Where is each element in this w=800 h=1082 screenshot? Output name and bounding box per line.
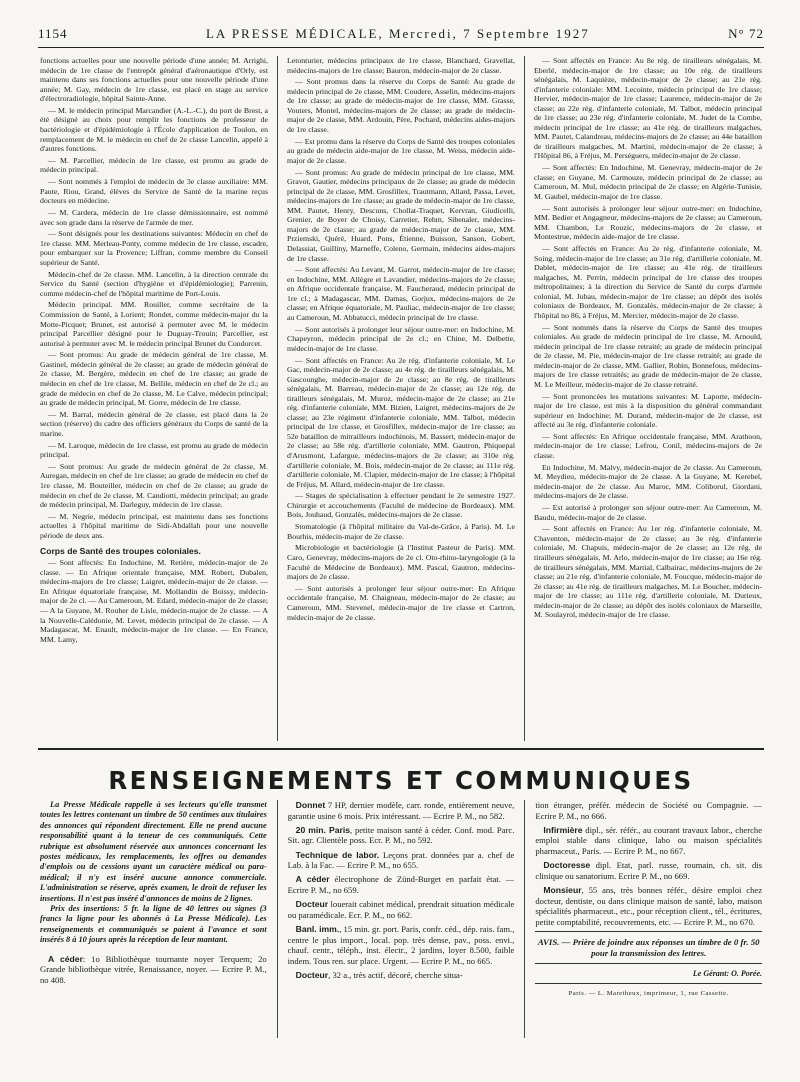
ad-text: louerait cabinet médical, prendrait situation médicale ou paramédicale. Ecr. P. M., no 662.	[287, 899, 515, 920]
classified-ad	[288, 970, 515, 981]
column-divider	[277, 800, 278, 1038]
ad-lead: Donnet	[295, 800, 326, 810]
classified-ad	[535, 825, 762, 857]
article-paragraph: — M. Parcellier, médecin de 1re classe, est promu au grade de médecin principal.	[40, 155, 268, 175]
page-header	[38, 26, 764, 42]
avis-notice: AVIS. — Prière de joindre aux réponses un timbre de 0 fr. 50 pour la transmission des lettres.	[537, 937, 760, 958]
ads-column-3	[535, 800, 762, 1038]
article-paragraph: Microbiologie et bactériologie (à l'Institut Pasteur de Paris). MM. Caro, Genevray, médecins-majors de 2e cl. Oto-rhino-laryngologie (à la Faculté de Médecine de Bordeaux). MM. Pascal, Gautron, médecins-majors de 2e classe.	[287, 543, 515, 582]
ad-text: Leçons prat. données par a. chef de Lab. à la Fac. — Ecrire P. M., no 655.	[287, 849, 515, 871]
article-paragraph: — M. Cardera, médecin de 1re classe démissionnaire, est nommé avec son grade dans la réserve de l'armée de mer.	[40, 207, 268, 227]
ad-text: , petite maison santé à céder. Conf. mod. Parc. Sit. agr. Clientèle poss. Ecr. P. M., no 592.	[287, 824, 515, 846]
article-paragraph: fonctions actuelles pour une nouvelle période d'une année; M. Arrighi, médecin de 1re classe de l'entrepôt général d'aéronautique d'Orly, est maintenu dans ses fonctions actuelles pour une nouvelle période d'une année; M. Gay, médecin de 1re classe, est placé en stage au service d'électroradiologie, hôpital Sainte-Anne.	[40, 56, 268, 104]
ads-column-2	[288, 800, 515, 1038]
article-paragraph: — Sont affectés: En Indochine, M. Retière, médecin-major de 2e classe. — En Afrique orientale française, MM. Robert, Dubalen, médecins-majors de 1re classe; Laigret, médecin-major de 2e classe. — En Afrique équatoriale française, M. Mollandin de Boissy, médecin-major de 2e cl. — Au Cameroun, M. Edard, médecin-major de 2e classe; — A la Guyane, M. Rouher de Lisle, médecin-major de 2e classe. — A la Nouvelle-Calédonie, M. Levet, médecin principal de 2e classe. — A Madagascar, M. Enault, médecin-major de 1re classe. — En France, MM. Lamy,	[40, 558, 268, 644]
classified-ad	[288, 825, 515, 846]
ads-notice	[40, 800, 267, 946]
column-divider	[524, 800, 525, 1038]
article-paragraph: Letonturier, médecins principaux de 1re classe, Blanchard, Gravellat, médecins-majors de 1re classe; Bauron, médecin-major de 2e classe.	[287, 56, 515, 75]
article-paragraph: — Sont nommés à l'emploi de médecin de 3e classe auxiliaire: MM. Paute, Riou, Grand, élèves du Service de Santé de la marine reçus docteurs en médecine.	[40, 177, 268, 206]
classified-ad	[40, 954, 267, 986]
ad-lead: Banl. imm.	[295, 923, 340, 934]
divider	[535, 983, 762, 984]
article-paragraph: — Sont promus: Au grade de médecin général de 1re classe, M. Gastinel, médecin général de 2e classe; au grade de médecin général de 2e classe, M. Bergère, médecin en chef de 1re classe; au grade de médecin en chef de 1re classe, M. Bellile, médecin en chef de 2e cl.; au grade de médecin en chef de 2e classe, M. Le Calve, médecin principal; au grade de médecin principal, M. Gorre, médecin de 1re classe.	[40, 350, 268, 408]
article-paragraph: Médecin principal. MM. Rouiller, comme secrétaire de la Commission de Santé, à Lorient; Rondet, comme médecin-major du la Motte-Picquet; Brunet, est autorisé à permuter avec M. le médecin principal Parcellier désigné pour le Duguay-Trouin; Parcellier, est autorisé à permuter avec M. le médecin principal Brunet du Condorcet.	[40, 300, 268, 348]
article-paragraph: — Sont prononcées les mutations suivantes: M. Laporte, médecin-major de 1re classe, est mis à la disposition du général commandant supérieur en Indochine; M. Durand, médecin-major de 2e classe, est affecté au 3e rég. d'infanterie coloniale.	[534, 391, 762, 430]
classified-ad	[288, 899, 515, 920]
article-paragraph: — Stages de spécialisation à effectuer pendant le 2e semestre 1927. Chirurgie et accouchements (Faculté de médecine de Bordeaux). MM. Bois, Jouhaud, Gonzalès, médecins-majors de 2e classe.	[287, 491, 515, 520]
article-paragraph: En Indochine, M. Malvy, médecin-major de 2e classe. Au Cameroun, M. Meydieu, médecin-major de 2e classe. A la Guyane, M. Kerebel, médecin-major de 2e classe. Au Maroc, MM. Coliborul, Giordani, médecins-majors de 2e classe.	[534, 462, 762, 501]
article-paragraph: — Sont affectés en France: Au 8e rég. de tirailleurs sénégalais, M. Eberlé, médecin-major de 1re classe; au 10e rég. de tirailleurs sénégalais, M. Laquièze, médecin-major de 2e classe; au 21e rég. d'infanterie coloniale: MM. Lecointe, médecin principal de 1re classe; Hervier, médecin-major de 1re classe; Laurence, médecin-major de 2e classe; au 22e rég. d'infanterie coloniale, M. Talbot, médecin principal de 1re classe; au 23e rég. d'infanterie coloniale, M. Judet de la Combe, médecin principal de 1re classe; au 41e rég. de tirailleurs malgaches, MM. Pautet, Calandreau, médecins-majors de 2e classe; au 44e bataillon de tirailleurs malgaches, M. Martini, médecin-major de 2e classe; à l'Hôpital 86, à Fréjus, M. Perséguers, médecin-major de 2e classe.	[534, 56, 762, 161]
gerant-signature: Le Gérant: O. Porée.	[692, 968, 763, 978]
article-paragraph: — Est promu dans la réserve du Corps de Santé des troupes coloniales au grade de médecin aide-major de 1re classe, M. Weiss, médecin aide-major de 2e classe.	[287, 136, 515, 165]
article-paragraph: — Sont désignés pour les destinations suivantes: Médecin en chef de 1re classe. MM. Merleau-Ponty, comme médecin de 1re classe, escadre, pour embarquer sur la Provence; Liffran, comme membre du Conseil supérieur de Santé.	[40, 229, 268, 267]
article-paragraph: — Sont autorisés à prolonger leur séjour outre-mer: en Indochine, M. Chapeyron, médecin principal de 2e cl.; en Chine, M. Delbette, médecin-major de 1re classe.	[287, 324, 515, 353]
ads-column-1	[40, 800, 267, 1038]
article-paragraph: — Sont promus: Au grade de médecin général de 2e classe, M. Auregan, médecin en chef de 1re classe; au grade de médecin en chef de 1re classe, M. Bouteiller, médecin en chef de 2e classe; au grade de médecin en chef de 2e classe, M. Candiotti, médecin principal; au grade de médecin principal, M. Darleguy, médecin de 1re classe.	[40, 461, 268, 510]
section-banner: RENSEIGNEMENTS ET COMMUNIQUES	[108, 766, 694, 795]
divider	[535, 931, 762, 932]
article-paragraph: — Sont autorisés à prolonger leur séjour outre-mer: en Indochine, MM. Bedier et Angagneur, médecins-majors de 2e classe; au Cameroun, MM. Chambon, Le Rouzic, médecins-majors de 2e classe, et Montestrue, médecin aide-major de 1re classe.	[534, 203, 762, 242]
article-paragraph: — Sont affectés en France: Au 2e rég. d'infanterie coloniale, M. Le Gac, médecin-major de 2e classe; au 4e rég. de tirailleurs sénégalais, M. Gascounghe, médecin-major de 2e classe; au 8e rég. de tirailleurs sénégalais, M. Barreau, médecin-major de 2e classe; au 12e rég. de tirailleurs sénégalais, M. Muroz, médecin-major de 2e classe; au 21e rég. d'infanterie coloniale, MM. Bizien, Laigret, médecins-majors de 2e classe; au 23e régiment d'infanterie coloniale, MM. Talbot, médecin principal de 1re classe, et Grosfillex, médecin-major de 1re classe; au 52e bataillon de mitrailleurs indochinois, M. Bassert, médecin-major de 2e classe; au 58e rég. d'artillerie coloniale, MM. Gautron, Phiquepal d'Arusmont, Lafargue, médecins-majors de 2e classe; au 310e rég. d'artillerie coloniale, M. Bois, médecin-major de 2e classe; au 111e rég. d'artillerie coloniale, M. Clapier, médecin-major de 1re classe; à l'hôpital de Fréjus, M. Allard, médecin-major de 1re classe.	[287, 355, 515, 489]
ad-text: dipl., sér. référ., au courant travaux labor., cherche emploi stable dans clinique, labo ou maison spécialités pharmaceut., Paris. — Ecrire P. M., no 667.	[535, 824, 763, 856]
column-divider	[277, 56, 278, 741]
section-rule	[38, 748, 764, 750]
divider	[535, 963, 762, 964]
ad-text: dipl. Etat, parl. russe, roumain, ch. sit. dis clinique ou sanatorium. Ecrire P. M., no 669.	[535, 860, 763, 881]
classified-ad	[288, 924, 515, 966]
ad-lead: Docteur	[295, 969, 329, 980]
printer-line: Paris. — L. Maretheux, imprimeur, 1, rue Cassette.	[568, 990, 729, 998]
classified-ad	[288, 850, 515, 871]
classified-ad	[288, 874, 515, 895]
ad-text: , 55 ans, très bonnes référ., désire emploi chez docteur, dentiste, ou dans clinique maison de santé, labo, maison spécialités pharmaceut., etc., pour réception client., tél., écritures, petite comptabilité, recouvrements, etc. — Ecrire P. M., no 670.	[535, 884, 763, 927]
article-paragraph: — Sont autorisés à prolonger leur séjour outre-mer: En Afrique occidentale française, M. Chaigneau, médecin-major de 2e classe; au Cameroun, MM. Stevenel, médecin-major de 1re classe et Cartron, médecin-major de 2e classe.	[287, 583, 515, 622]
ad-lead: 20 min. Paris	[295, 824, 350, 835]
notice-paragraph: Prix des insertions: 5 fr. la ligne de 40 lettres ou signes (3 francs la ligne pour les abonnés à La Presse Médicale). Les renseignements et communiqués se paient à l'avance et sont insérés 8 à 10 jours après la réception de leur mantant.	[40, 904, 267, 945]
ad-text: tion étranger, préfér. médecin de Société ou Compagnie. — Ecrire P. M., no 666.	[535, 800, 763, 821]
article-paragraph: — M. le médecin principal Marcandier (A.-L.-C.), du port de Brest, a été désigné au choix pour remplir les fonctions de professeur de bactériologie et d'épidémiologie à l'École d'application de Toulon, en remplacement de M. le médecin en chef de 2e classe Lancelin, appelé à d'autres fonctions.	[40, 105, 268, 154]
article-paragraph: — M. Barral, médecin général de 2e classe, est placé dans la 2e section (réserve) du cadre des officiers généraux du Corps de santé de la marine.	[40, 409, 268, 438]
page-number: 1154	[38, 26, 68, 41]
article-paragraph: Stomatologie (à l'hôpital militaire du Val-de-Grâce, à Paris). M. Le Bourhis, médecin-major de 2e classe.	[287, 522, 515, 541]
ad-text: 7 HP, dernier modèle, carr. ronde, entièrement neuve, garantie usine 6 mois. Prix intéressant. — Ecrire P. M., no 582.	[287, 800, 515, 821]
article-paragraph: — Sont nommés dans la réserve du Corps de Santé des troupes coloniales. Au grade de médecin principal de 1re classe, M. Arnould, médecin principal de 1re classe retraité; au grade de médecin principal de 2e classe, M. Pie, médecin-major de 1re classe retraité; au grade de médecin-major de 2e classe, MM. Gallier, Robin, Bonnefous, médecins-majors de 1re classe retraités; au grade de médecin-major de 2e classe, M. Le Meilleur, médecin-major de 2e classe retraité.	[534, 322, 762, 389]
article-paragraph: — Sont affectés en France: Au 1er rég. d'infanterie coloniale, M. Chaventon, médecin-major de 2e classe; au 3e rég. d'infanterie coloniale, M. Chapuis, médecin-major de 2e classe; au 12e rég. de tirailleurs sénégalais, M. Arlo, médecin-major de 1re classe; au 16e rég. de tirailleurs sénégalais, MM. Martial, Calbairac, médecins-majors de 2e classe; au 21e rég. d'infanterie coloniale, M. Foucque, médecin-major de 2e classe; au 41e rég. de tirailleurs malgaches, M. Le Boucher, médecin-major de 1re classe; au 111e rég. d'artillerie coloniale, M. Durieux, médecin-major de 2e classe; au dépôt des isolés coloniaux de Marseille, M. Soulayrol, médecin-major de 1re classe.	[534, 524, 762, 620]
ad-text: , 15 min. gr. port. Paris, confr. céd., dép. rais. fam., centre le plus import., local. pop. très dense, pav., poss. envi., chauf. centr., téléph., inst. électr., 2 jardins, loyer 8.500, faible indem. Tous ren. sur place. Urgent. — Ecrire P. M., no 665.	[287, 923, 515, 966]
classified-ad	[535, 885, 762, 927]
article-paragraph: Médecin-chef de 2e classe. MM. Lancelin, à la direction centrale du Service du Santé (section d'hygiène et d'épidémiologie); Parrenin, comme médecin-chef de l'hôpital maritime de Port-Louis.	[40, 269, 268, 298]
ad-lead: Monsieur	[543, 884, 582, 895]
ad-lead: Infirmière	[543, 824, 583, 835]
classified-ads	[40, 800, 762, 1038]
section-heading: Corps de Santé des troupes coloniales.	[40, 545, 201, 556]
ad-text: électrophone de Zünd-Burget en parfait état. — Ecrire P. M., no 659.	[287, 874, 515, 895]
article-column-2	[287, 56, 515, 741]
classified-ad	[535, 860, 762, 881]
column-divider	[524, 56, 525, 741]
article-paragraph: — Sont affectés: Au Levant, M. Garrot, médecin-major de 1re classe; en Indochine, MM. Allègre et Lavandier, médecins-majors de 2e classe; en Afrique occidentale française, M. Faucheraud, médecin principal de 1re cl.; à Madagascar, MM. Damas, Gorjux, médecins-majors de 2e classe; en Afrique équatoriale, M. Pauliac, médecin-major de 1re classe; au Cameroun, M. Abbatucci, médecin principal de 1re classe.	[287, 265, 515, 322]
article-paragraph: — Sont affectés en France: Au 2e rég. d'infanterie coloniale, M. Soing, médecin-major de 1re classe; au 31e rég. d'artillerie coloniale, M. Dablet, médecin-major de 1re classe; au 41e rég. de tirailleurs malgaches, M. Perrin, médecin principal de 1re classe des troupes métropolitaines; à la direction du Service de Santé du corps d'armée colonial, M. Jubau, médecin-major de 1re classe; au dépôt des isolés coloniaux de Bordeaux, M. Gonzalès, médecin-major de 2e classe; à l'hôpital no 86, à Fréjus, M. Mercier, médecin-major de 2e classe.	[534, 243, 762, 320]
issue-number: N° 72	[728, 26, 764, 41]
ad-lead: A céder	[48, 953, 83, 964]
article-paragraph: — Sont affectés: En Afrique occidentale française, MM. Arathoon, médecin-major de 1re classe; Lefrou, Conil, médecins-majors de 2e classe.	[534, 431, 762, 460]
classified-ad	[535, 800, 762, 821]
ad-lead: A céder	[295, 874, 330, 885]
article-columns	[40, 56, 762, 741]
article-paragraph: — M. Negrie, médecin principal, est maintenu dans ses fonctions actuelles à l'hôpital maritime de Sidi-Abdallah pour une nouvelle période de deux ans.	[40, 511, 268, 540]
ad-lead: Doctoresse	[543, 860, 591, 871]
article-column-1	[40, 56, 268, 741]
article-paragraph: — M. Laroque, médecin de 1re classe, est promu au grade de médecin principal.	[40, 440, 268, 460]
ad-text: : 1o Bibliothèque tournante noyer Terquem; 2o Grande bibliothèque vitrée, Renaissance, noyer. — Ecrire P. M., no 408.	[40, 953, 267, 985]
header-rule	[38, 47, 764, 48]
publication-title: LA PRESSE MÉDICALE, Mercredi, 7 Septembre 1927	[205, 26, 590, 41]
classified-ad	[288, 800, 515, 821]
article-paragraph: — Sont affectés: En Indochine, M. Genevray, médecin-major de 2e classe; en Guyane, M. Carmouze, médecin principal de 2e classe; au Cameroun, M. Mul, médecin principal de 2e classe; en Algérie-Tunisie, M. Gaubel, médecin-major de 1re classe.	[534, 163, 762, 201]
article-paragraph: — Sont promus: Au grade de médecin principal de 1re classe, MM. Gravot, Gautier, médecins principaux de 2e classe; au grade de médecin principal de 2e classe, MM. Grosfillex, Trautmann, Allard, Passa, Levet, médecins-majors de 1re classe; au grade de médecin-major de 1re classe, MM. Pautet, Henry, Descuns, Chollat-Traquet, Kervran, Giudicelli, Grenier, de Boyer de Choisy, Carretier, Rehm, Sibenaler, médecins-majors de 2e classe; au grade de médecin-major de 2e classe, MM. Prziemski, Quéré, Huard, Pons, Étienne, Buisson, Sanson, Gobert, Delassiat, Guilliny, Marneffe, Coleno, Germain, médecins aides-majors de 1re classe.	[287, 167, 515, 263]
ad-lead: Technique de labor.	[295, 849, 380, 860]
article-paragraph: — Sont promus dans la réserve du Corps de Santé: Au grade de médecin principal de 2e classe, MM. Coudere, Asselin, médecins-majors de 1re classe; au grade de médecin-major de 1re classe, MM. Grasse, Vouters, Montel, médecins-majors de 2e classe; au grade de médecin-major de 2e classe, MM. Ardouin, Père, Pochard, médecins aides-majors de 1re classe.	[287, 77, 515, 135]
ad-lead: Docteur	[295, 899, 329, 910]
ad-text: , 32 a., très actif, décoré, cherche situa-	[328, 969, 463, 980]
article-column-3	[534, 56, 762, 741]
notice-paragraph: La Presse Médicale rappelle à ses lecteurs qu'elle transmet toutes les lettres contenant un timbre de 50 centimes aux titulaires des annonces qui répondent directement. Elle ne prend aucune responsabilité quant à la teneur de ces communiqués. Cette rubrique est absolument réservée aux annonces concernant les postes médicaux, les remplacements, les offres ou demandes d'emplois ou de cessions ayant un caractère médical ou para-médical; il n'y est inséré aucune annonce commerciale. L'administration se réserve, après examen, le droit de refuser les insertions. Il n'est pas inséré d'annonces de moins de 2 lignes.	[40, 800, 267, 903]
article-paragraph: — Est autorisé à prolonger son séjour outre-mer: Au Cameroun, M. Baudu, médecin-major de 2e classe.	[534, 503, 762, 522]
